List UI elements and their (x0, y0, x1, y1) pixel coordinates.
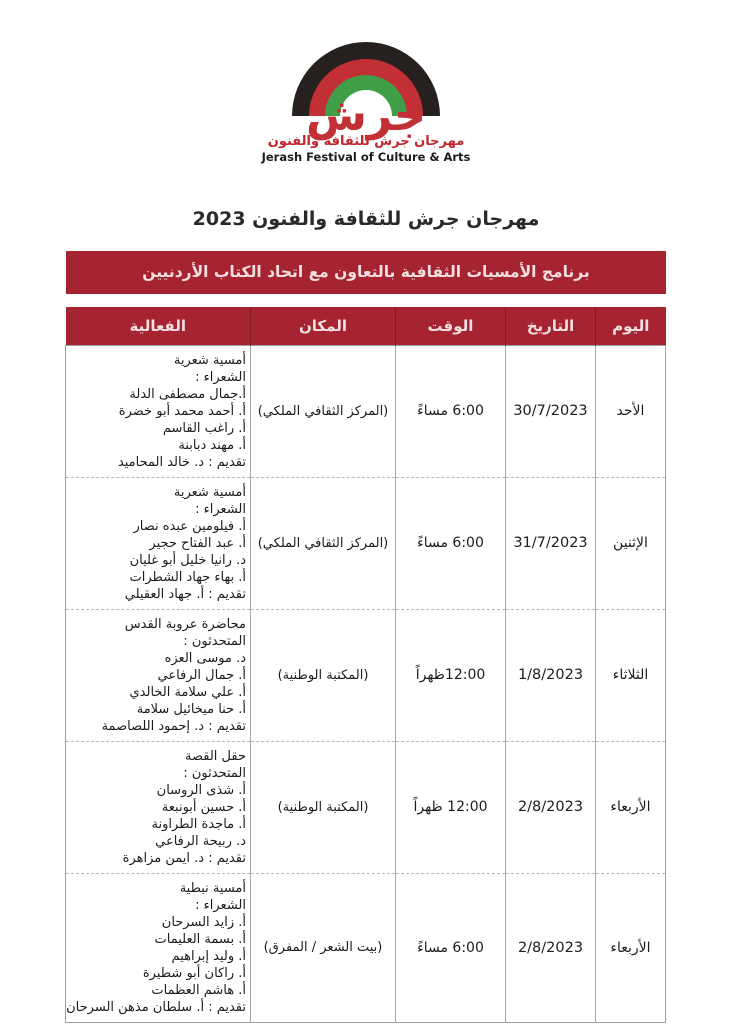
event-cell (66, 609, 251, 741)
rainbow-arcs-icon (286, 42, 446, 141)
event-line: محاضرة عروبة القدس (124, 616, 246, 632)
event-line: أ. بهاء جهاد الشطرات (129, 569, 246, 585)
column-header-time: الوقت (396, 307, 506, 345)
date-cell: 2/8/2023 (506, 873, 596, 1022)
date-cell: 30/7/2023 (506, 345, 596, 477)
time-cell: 6:00 مساءً (396, 345, 506, 477)
event-line: الشعراء : (195, 897, 246, 913)
place-cell: (المكتبة الوطنية) (251, 609, 396, 741)
event-line: تقديم : د. إحمود اللصاصمة (101, 718, 246, 734)
schedule-row (66, 609, 666, 741)
date-cell: 31/7/2023 (506, 477, 596, 609)
logo-english-name: Jerash Festival of Culture & Arts (261, 150, 471, 164)
event-line: د. رانيا خليل أبو غليان (129, 552, 246, 568)
time-cell: 12:00 ظهراً (396, 741, 506, 873)
event-line: أ. هاشم العظمات (151, 982, 246, 998)
event-line: تقديم : د. ايمن مزاهرة (122, 850, 246, 866)
day-cell: الأربعاء (596, 741, 666, 873)
event-line: أ.جمال مصطفى الدلة (129, 386, 246, 402)
day-cell: الأربعاء (596, 873, 666, 1022)
event-cell (66, 873, 251, 1022)
event-line: أ. زايد السرحان (161, 914, 246, 930)
schedule-row (66, 477, 666, 609)
event-cell (66, 345, 251, 477)
event-line: أ. ماجدة الطراونة (151, 816, 246, 832)
event-line: أ. شذى الروسان (156, 782, 246, 798)
place-cell: (بيت الشعر / المفرق) (251, 873, 396, 1022)
event-line: تقديم : د. خالد المحاميد (117, 454, 246, 470)
logo-calligraphy-jerash: جرش (306, 90, 426, 141)
program-content (66, 251, 666, 1023)
event-cell (66, 477, 251, 609)
event-line: د. ربيحة الرفاعي (155, 833, 246, 849)
schedule-row (66, 741, 666, 873)
event-line: المتحدثون : (183, 633, 246, 649)
event-line: أ. فيلومين عبده نصار (133, 518, 246, 534)
event-line: تقديم : أ. سلطان مذهن السرحان (66, 999, 246, 1015)
place-cell: (المكتبة الوطنية) (251, 741, 396, 873)
schedule-row (66, 345, 666, 477)
event-line: أ. جمال الرفاعي (157, 667, 246, 683)
event-line: الشعراء : (195, 369, 246, 385)
day-cell: الثلاثاء (596, 609, 666, 741)
event-line: أ. حنا ميخائيل سلامة (136, 701, 246, 717)
day-cell: الأحد (596, 345, 666, 477)
program-banner: برنامج الأمسيات الثقافية بالتعاون مع اتحاد الكتاب الأردنيين (66, 251, 666, 294)
column-header-date: التاريخ (506, 307, 596, 345)
event-line: حقل القصة (185, 748, 246, 764)
time-cell: 6:00 مساءً (396, 477, 506, 609)
event-line: الشعراء : (195, 501, 246, 517)
place-cell: (المركز الثقافي الملكي) (251, 345, 396, 477)
event-line: أمسية نبطية (179, 880, 246, 896)
table-header-row (66, 307, 666, 345)
event-line: أ. عبد الفتاح حجير (149, 535, 246, 551)
event-line: أ. راغب القاسم (162, 420, 246, 436)
event-line: أ. وليد إبراهيم (171, 948, 246, 964)
event-cell (66, 741, 251, 873)
event-line: أمسية شعرية (173, 484, 246, 500)
festival-logo (0, 0, 732, 164)
event-line: أمسية شعرية (173, 352, 246, 368)
event-line: أ. راكان أبو شطيرة (142, 965, 246, 981)
column-header-day: اليوم (596, 307, 666, 345)
schedule-table (65, 307, 666, 1023)
place-cell: (المركز الثقافي الملكي) (251, 477, 396, 609)
date-cell: 1/8/2023 (506, 609, 596, 741)
event-line: المتحدثون : (183, 765, 246, 781)
time-cell: 12:00ظهراً (396, 609, 506, 741)
event-line: أ. علي سلامة الخالدي (129, 684, 246, 700)
day-cell: الإثنين (596, 477, 666, 609)
event-line: أ. مهند دبابنة (178, 437, 246, 453)
logo-arabic-name: مهرجان جرش للثقافة والفنون (267, 134, 465, 149)
schedule-row (66, 873, 666, 1022)
event-line: د. موسى العزه (164, 650, 246, 666)
time-cell: 6:00 مساءً (396, 873, 506, 1022)
column-header-event: الفعالية (66, 307, 251, 345)
date-cell: 2/8/2023 (506, 741, 596, 873)
page-title: مهرجان جرش للثقافة والفنون 2023 (192, 208, 540, 230)
event-line: تقديم : أ. جهاد العقيلي (124, 586, 246, 602)
column-header-place: المكان (251, 307, 396, 345)
event-line: أ. أحمد محمد أبو خضرة (118, 403, 246, 419)
event-line: أ. بسمة العليمات (154, 931, 246, 947)
event-line: أ. حسين أبونبعة (161, 799, 246, 815)
